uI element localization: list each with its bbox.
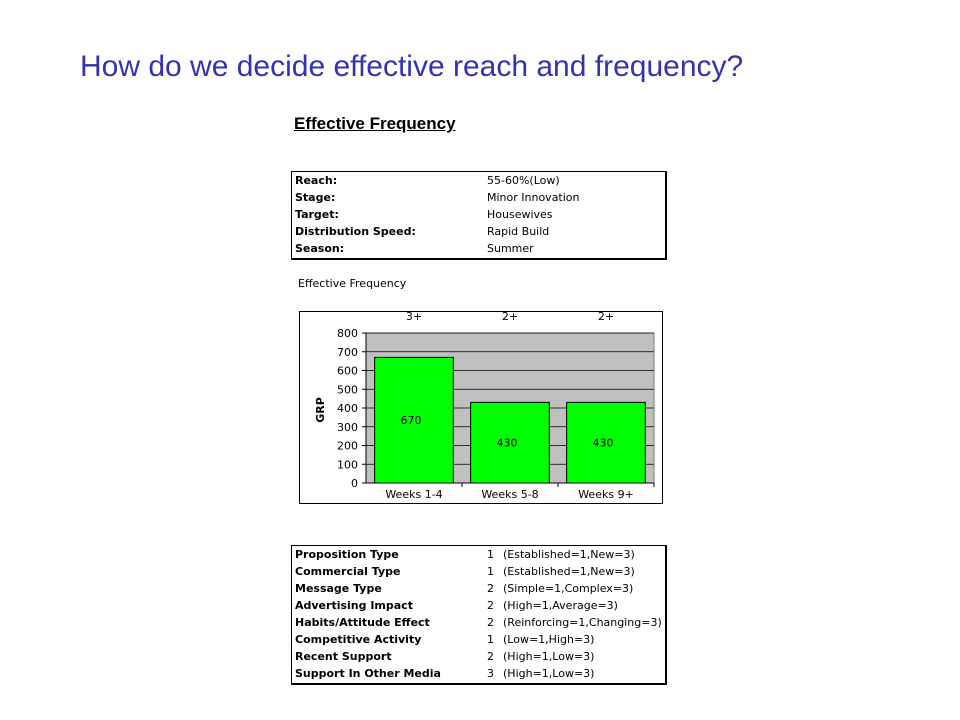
factor-label: Recent Support bbox=[295, 650, 392, 663]
bar-frequency-label: 2+ bbox=[597, 312, 615, 323]
factor-score: 1 bbox=[487, 633, 494, 646]
chart-frame bbox=[299, 311, 663, 504]
y-tick-label: 200 bbox=[337, 439, 358, 453]
bar-data-label: 430 bbox=[496, 436, 518, 450]
factor-row bbox=[292, 631, 665, 648]
y-tick-label: 600 bbox=[337, 364, 358, 378]
context-label: Season: bbox=[295, 242, 345, 255]
factor-score: 1 bbox=[487, 565, 494, 578]
context-value: 55-60%(Low) bbox=[487, 174, 560, 187]
context-value: Summer bbox=[487, 242, 534, 255]
y-axis-title: GRP bbox=[314, 397, 327, 423]
factor-scale: (Established=1,New=3) bbox=[503, 548, 635, 561]
factor-scale: (Low=1,High=3) bbox=[503, 633, 595, 646]
factor-scale: (Established=1,New=3) bbox=[503, 565, 635, 578]
y-tick-label: 700 bbox=[337, 345, 358, 359]
context-row-season bbox=[292, 240, 665, 257]
bar-data-label: 430 bbox=[592, 436, 614, 450]
factors-table bbox=[291, 545, 667, 685]
y-tick-label: 0 bbox=[351, 477, 358, 490]
bar-data-label: 670 bbox=[400, 414, 422, 428]
y-tick-label: 300 bbox=[337, 420, 358, 434]
x-tick-label: Weeks 1-4 bbox=[385, 488, 443, 501]
context-value: Minor Innovation bbox=[487, 191, 580, 204]
context-table bbox=[291, 171, 667, 260]
factor-label: Commercial Type bbox=[295, 565, 401, 578]
factor-row bbox=[292, 546, 665, 563]
factor-label: Advertising Impact bbox=[295, 599, 413, 612]
context-label: Stage: bbox=[295, 191, 336, 204]
factor-row bbox=[292, 665, 665, 682]
context-row-reach bbox=[292, 172, 665, 189]
factor-label: Support In Other Media bbox=[295, 667, 441, 680]
context-label: Reach: bbox=[295, 174, 338, 187]
factor-score: 2 bbox=[487, 616, 494, 629]
bar-frequency-label: 3+ bbox=[405, 312, 423, 323]
bar-frequency-label: 2+ bbox=[501, 312, 519, 323]
factor-row bbox=[292, 580, 665, 597]
context-value: Housewives bbox=[487, 208, 553, 221]
section-heading: Effective Frequency bbox=[294, 114, 456, 133]
factor-score: 3 bbox=[487, 667, 494, 680]
factor-scale: (Reinforcing=1,Changing=3) bbox=[503, 616, 662, 629]
slide-title: How do we decide effective reach and frequency? bbox=[80, 50, 744, 83]
factor-row bbox=[292, 597, 665, 614]
factor-label: Proposition Type bbox=[295, 548, 399, 561]
factor-score: 1 bbox=[487, 548, 494, 561]
factor-scale: (High=1,Low=3) bbox=[503, 650, 595, 663]
factor-score: 2 bbox=[487, 650, 494, 663]
context-row-distribution-speed bbox=[292, 223, 665, 240]
factor-label: Competitive Activity bbox=[295, 633, 422, 646]
bar-chart bbox=[300, 312, 662, 503]
context-label: Distribution Speed: bbox=[295, 225, 416, 238]
context-row-stage bbox=[292, 189, 665, 206]
x-tick-label: Weeks 5-8 bbox=[481, 488, 539, 501]
y-tick-label: 400 bbox=[337, 402, 358, 415]
factor-label: Habits/Attitude Effect bbox=[295, 616, 430, 629]
chart-caption: Effective Frequency bbox=[298, 277, 407, 290]
y-tick-label: 100 bbox=[337, 458, 358, 472]
factor-scale: (Simple=1,Complex=3) bbox=[503, 582, 634, 595]
y-tick-label: 500 bbox=[337, 383, 358, 397]
factor-scale: (High=1,Average=3) bbox=[503, 599, 618, 612]
factor-scale: (High=1,Low=3) bbox=[503, 667, 595, 680]
context-row-target bbox=[292, 206, 665, 223]
context-label: Target: bbox=[295, 208, 339, 221]
y-tick-label: 800 bbox=[337, 327, 358, 340]
factor-score: 2 bbox=[487, 582, 494, 595]
factor-row bbox=[292, 614, 665, 631]
factor-label: Message Type bbox=[295, 582, 382, 595]
factor-row bbox=[292, 648, 665, 665]
factor-score: 2 bbox=[487, 599, 494, 612]
factor-row bbox=[292, 563, 665, 580]
x-tick-label: Weeks 9+ bbox=[578, 488, 634, 501]
context-value: Rapid Build bbox=[487, 225, 550, 238]
